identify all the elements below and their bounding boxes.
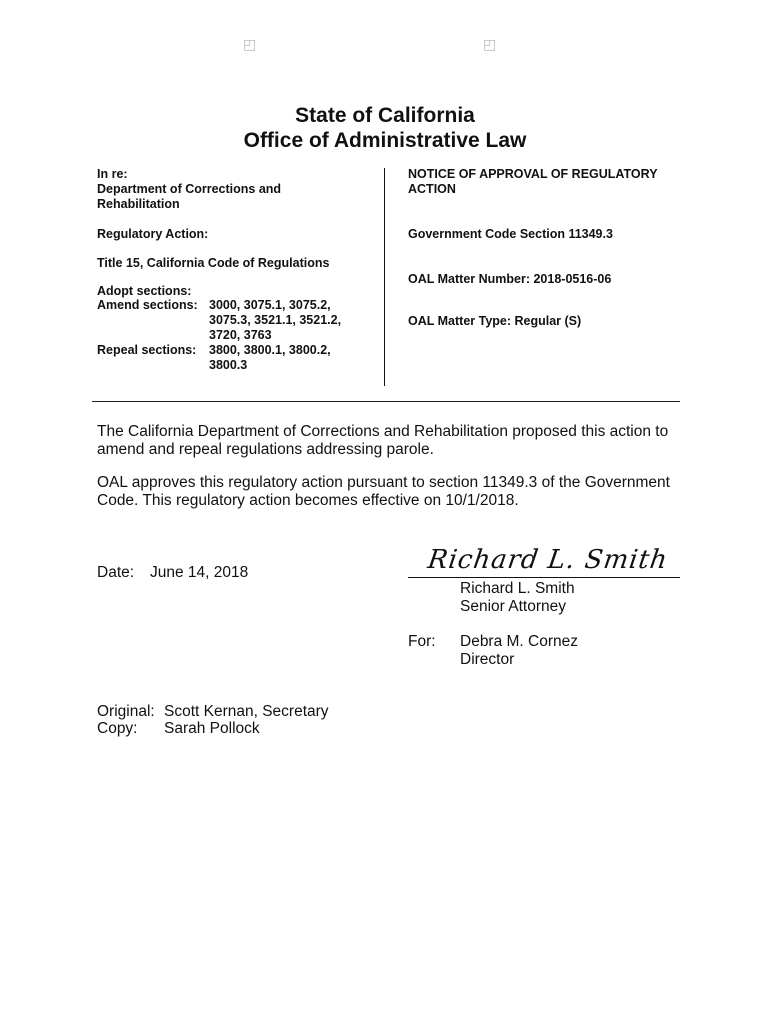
oal-matter-type: OAL Matter Type: Regular (S) — [408, 314, 582, 328]
original-value: Scott Kernan, Secretary — [164, 703, 329, 720]
paragraph-2-line2: Code. This regulatory action becomes effective on 10/1/2018. — [97, 492, 519, 509]
date-label: Date: — [97, 564, 135, 581]
copy-value: Sarah Pollock — [164, 720, 260, 737]
column-divider — [384, 168, 385, 386]
department-line1: Department of Corrections and — [97, 182, 282, 196]
repeal-sections-value-2: 3800.3 — [209, 358, 248, 372]
signer-name: Richard L. Smith — [460, 580, 575, 597]
handwritten-signature: Richard L. Smith — [425, 545, 670, 575]
section-divider — [92, 401, 680, 402]
notice-title-line1: NOTICE OF APPROVAL OF REGULATORY — [408, 167, 658, 181]
signer-title: Senior Attorney — [460, 598, 566, 615]
notice-title-line2: ACTION — [408, 182, 456, 196]
for-label: For: — [408, 633, 436, 650]
director-title: Director — [460, 651, 515, 668]
paragraph-1-line2: amend and repeal regulations addressing parole. — [97, 441, 434, 458]
amend-sections-label: Amend sections: — [97, 298, 198, 312]
amend-sections-value-3: 3720, 3763 — [209, 328, 272, 342]
adopt-sections-label: Adopt sections: — [97, 284, 192, 298]
regulatory-action-label: Regulatory Action: — [97, 227, 209, 241]
amend-sections-value-1: 3000, 3075.1, 3075.2, — [209, 298, 331, 312]
amend-sections-value-2: 3075.3, 3521.1, 3521.2, — [209, 313, 342, 327]
in-re-label: In re: — [97, 167, 128, 181]
page-title-state: State of California — [295, 104, 475, 127]
paragraph-1-line1: The California Department of Corrections and Rehabilitation proposed this action to — [97, 423, 669, 440]
scan-mark-left: ◰ — [243, 36, 257, 52]
oal-matter-number: OAL Matter Number: 2018-0516-06 — [408, 272, 612, 286]
scan-mark-right: ◰ — [483, 36, 497, 52]
paragraph-2-line1: OAL approves this regulatory action pursuant to section 11349.3 of the Government — [97, 474, 670, 491]
original-label: Original: — [97, 703, 155, 720]
repeal-sections-label: Repeal sections: — [97, 343, 197, 357]
director-name: Debra M. Cornez — [460, 633, 579, 650]
date-value: June 14, 2018 — [150, 564, 249, 581]
page-title-office: Office of Administrative Law — [243, 129, 527, 152]
title15-label: Title 15, California Code of Regulations — [97, 256, 330, 270]
department-line2: Rehabilitation — [97, 197, 180, 211]
copy-label: Copy: — [97, 720, 138, 737]
government-code-section: Government Code Section 11349.3 — [408, 227, 613, 241]
repeal-sections-value-1: 3800, 3800.1, 3800.2, — [209, 343, 331, 357]
signature-line — [408, 577, 680, 578]
